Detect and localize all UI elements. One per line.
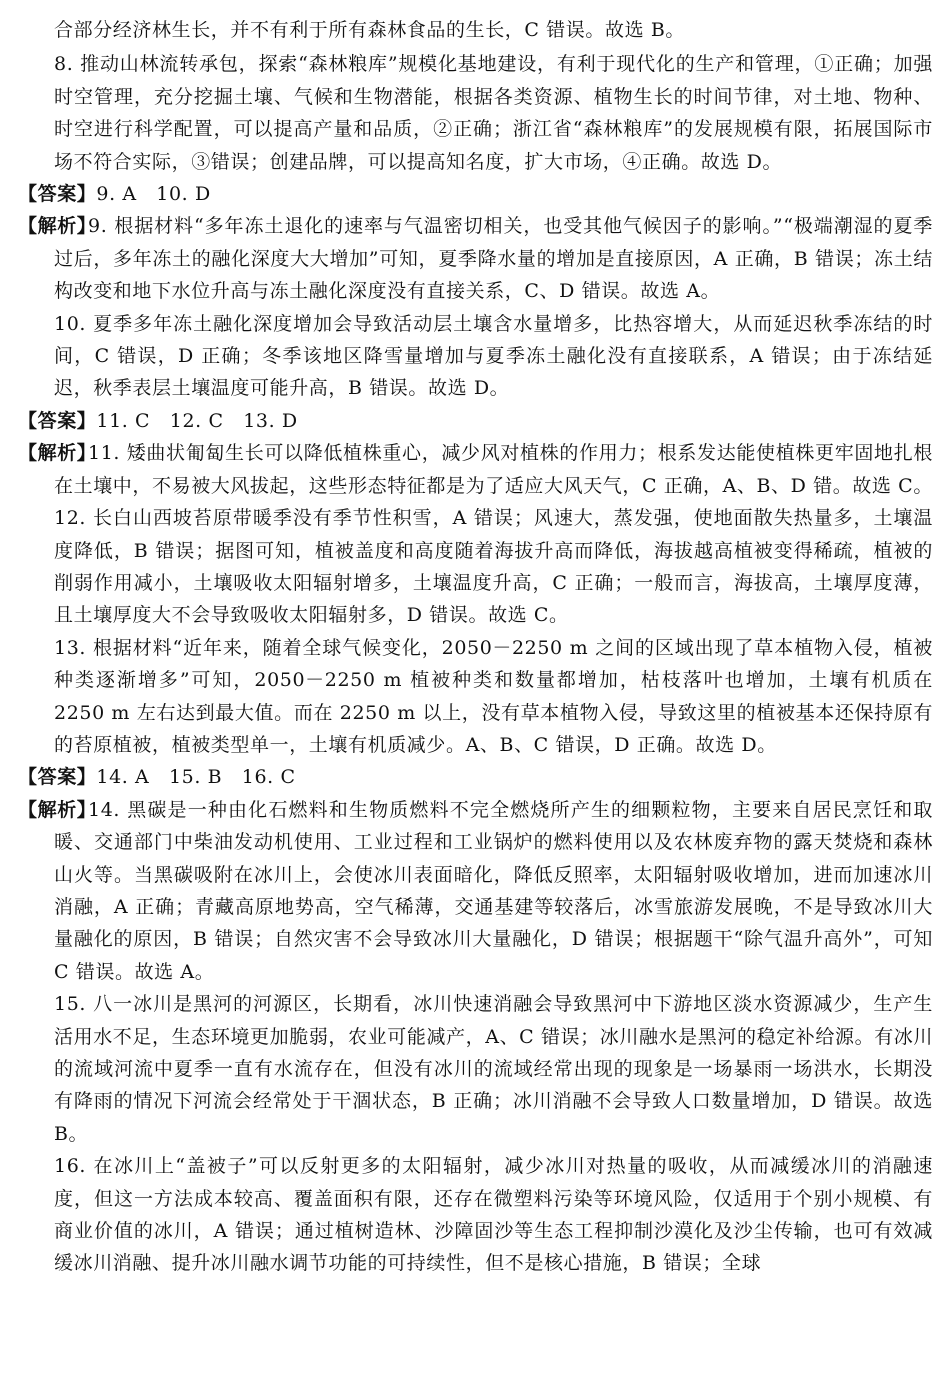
paragraph-item-12 bbox=[18, 502, 933, 632]
answer-tag: 【答案】 bbox=[18, 766, 97, 789]
paragraph-text: 11. 矮曲状匍匐生长可以降低植株重心，减少风对植株的作用力；根系发达能使植株更牢固地扎根在土壤中，不易被大风拔起，这些形态特征都是为了适应大风天气，C 正确，A、B、D 错。故选 C。 bbox=[54, 442, 933, 497]
answer-text: 14. A 15. B 16. C bbox=[96, 766, 296, 789]
paragraph-text: 8. 推动山林流转承包，探索“森林粮库”规模化基地建设，有利于现代化的生产和管理，①正确；加强时空管理，充分挖掘土壤、气候和生物潜能，根据各类资源、植物生长的时间节律，对土地、物种、时空进行科学配置，可以提高产量和品质，②正确；浙江省“森林粮库”的发展规模有限，拓展国际市场不符合实际，③错误；创建品牌，可以提高知名度，扩大市场，④正确。故选 D。 bbox=[54, 53, 933, 173]
answer-explanation-text bbox=[18, 19, 933, 1280]
answer-text: 11. C 12. C 13. D bbox=[96, 409, 298, 432]
analysis-14 bbox=[18, 794, 933, 988]
paragraph-continuation bbox=[18, 14, 933, 46]
answer-tag: 【答案】 bbox=[18, 409, 97, 432]
answer-line-11-13 bbox=[18, 405, 933, 437]
paragraph-item-16 bbox=[18, 1150, 933, 1280]
paragraph-item-13 bbox=[18, 632, 933, 762]
paragraph-item-8 bbox=[18, 48, 933, 178]
paragraph-text: 14. 黑碳是一种由化石燃料和生物质燃料不完全燃烧所产生的细颗粒物，主要来自居民烹饪和取暖、交通部门中柴油发动机使用、工业过程和工业锅炉的燃料使用以及农林废弃物的露天焚烧和森林山火等。当黑碳吸附在冰川上，会使冰川表面暗化，降低反照率，太阳辐射吸收增加，进而加速冰川消融，A 正确；青藏高原地势高，空气稀薄，交通基建等较落后，冰雪旅游发展晚，不是导致冰川大量融化的原因，B 错误；自然灾害不会导致冰川大量融化，D 错误；根据题干“除气温升高外”，可知 C 错误。故选 A。 bbox=[54, 798, 933, 983]
analysis-tag: 【解析】 bbox=[18, 442, 97, 465]
analysis-tag: 【解析】 bbox=[18, 215, 97, 238]
analysis-11 bbox=[18, 437, 933, 502]
answer-tag: 【答案】 bbox=[18, 183, 97, 206]
paragraph-text: 16. 在冰川上“盖被子”可以反射更多的太阳辐射，减少冰川对热量的吸收，从而减缓冰川的消融速度，但这一方法成本较高、覆盖面积有限，还存在微塑料污染等环境风险，仅适用于个别小规模、有商业价值的冰川，A 错误；通过植树造林、沙障固沙等生态工程抑制沙漠化及沙尘传输，也可有效减缓冰川消融、提升冰川融水调节功能的可持续性，但不是核心措施，B 错误；全球 bbox=[54, 1155, 933, 1275]
paragraph-item-15 bbox=[18, 988, 933, 1150]
paragraph-text: 合部分经济林生长，并不有利于所有森林食品的生长，C 错误。故选 B。 bbox=[54, 19, 685, 41]
paragraph-text: 15. 八一冰川是黑河的河源区，长期看，冰川快速消融会导致黑河中下游地区淡水资源减少，生产生活用水不足，生态环境更加脆弱，农业可能减产，A、C 错误；冰川融水是黑河的稳定补给源。有冰川的流域河流中夏季一直有水流存在，但没有冰川的流域经常出现的现象是一场暴雨一场洪水，长期没有降雨的情况下河流会经常处于干涸状态，B 正确；冰川消融不会导致人口数量增加，D 错误。故选 B。 bbox=[54, 993, 933, 1145]
analysis-9 bbox=[18, 210, 933, 307]
paragraph-item-10 bbox=[18, 308, 933, 405]
paragraph-text: 10. 夏季多年冻土融化深度增加会导致活动层土壤含水量增多，比热容增大，从而延迟秋季冻结的时间，C 错误，D 正确；冬季该地区降雪量增加与夏季冻土融化没有直接联系，A 错误；由于冻结延迟，秋季表层土壤温度可能升高，B 错误。故选 D。 bbox=[54, 312, 933, 400]
answer-line-14-16 bbox=[18, 761, 933, 793]
analysis-tag: 【解析】 bbox=[18, 798, 97, 821]
answer-line-9-10 bbox=[18, 178, 933, 210]
paragraph-text: 13. 根据材料“近年来，随着全球气候变化，2050－2250 m 之间的区域出现了草本植物入侵，植被种类逐渐增多”可知，2050－2250 m 植被种类和数量都增加，枯枝落叶也增加，土壤有机质在 2250 m 左右达到最大值。而在 2250 m 以上，没有草本植物入侵，导致这里的植被基本还保持原有的苔原植被，植被类型单一，土壤有机质减少。A、B、C 错误，D 正确。故选 D。 bbox=[54, 636, 933, 756]
answer-text: 9. A 10. D bbox=[96, 183, 211, 206]
paragraph-text: 12. 长白山西坡苔原带暖季没有季节性积雪，A 错误；风速大，蒸发强，使地面散失热量多，土壤温度降低，B 错误；据图可知，植被盖度和高度随着海拔升高而降低，海拔越高植被变得稀疏，植被的削弱作用减小，土壤吸收太阳辐射增多，土壤温度升高，C 正确；一般而言，海拔高，土壤厚度薄，且土壤厚度大不会导致吸收太阳辐射多，D 错误。故选 C。 bbox=[54, 507, 933, 627]
paragraph-text: 9. 根据材料“多年冻土退化的速率与气温密切相关，也受其他气候因子的影响。”“极端潮湿的夏季过后，多年冻土的融化深度大大增加”可知，夏季降水量的增加是直接原因，A 正确，B 错误；冻土结构改变和地下水位升高与冻土融化深度没有直接关系，C、D 错误。故选 A。 bbox=[54, 215, 933, 303]
